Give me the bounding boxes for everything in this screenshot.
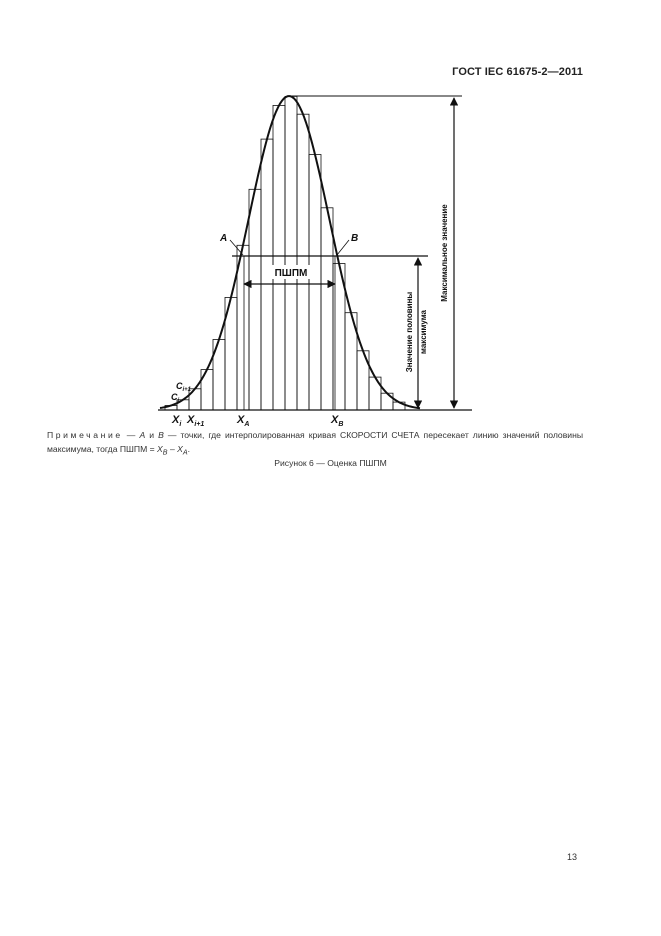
x-i1-label: $X_{i+1}$ [187, 414, 205, 428]
c-i1-label: $C_{i+1}$ [176, 381, 192, 393]
c-i-label: $C_i$ [171, 392, 180, 404]
half-max-label-line1: Значение половины [405, 291, 414, 373]
figure-note: Примечание — A и B — точки, где интерполированная кривая СКОРОСТИ СЧЕТА пересекает линию значений половины максимума, тогда ПШПМ = $X_B - X_A$. [47, 430, 583, 457]
point-b-label: B [351, 233, 359, 244]
histogram-bar [297, 114, 309, 410]
histogram-bar [321, 208, 333, 410]
note-label: Примечание [47, 430, 123, 440]
point-a-label: A [220, 233, 228, 244]
histogram-bar [309, 155, 321, 411]
x-a-label: $X_A$ [237, 414, 250, 428]
fwhm-figure [0, 0, 661, 428]
figure-caption: Рисунок 6 — Оценка ПШПМ [274, 458, 387, 468]
x-i-label: $X_i$ [172, 414, 182, 428]
histogram-bar [237, 245, 249, 410]
histogram-bar [249, 189, 261, 410]
half-max-label-line2: максимума [419, 310, 428, 354]
standard-code: ГОСТ IEC 61675-2—2011 [452, 66, 583, 78]
fwhm-label: ПШПМ [274, 268, 308, 279]
interpolated-count-rate-curve [160, 96, 420, 408]
note-point-a: A [139, 430, 146, 440]
max-value-label: Максимальное значение [440, 204, 449, 302]
note-text: — точки, где интерполированная кривая СКОРОСТИ СЧЕТА пересекает линию значений половины максимума, тогда ПШПМ = [47, 430, 583, 454]
page-number: 13 [566, 852, 577, 862]
histogram-bar [285, 96, 297, 410]
x-b-label: $X_B$ [331, 414, 344, 428]
note-point-b: B [158, 430, 164, 440]
point-b-leader [337, 240, 349, 255]
point-a-leader [230, 240, 243, 255]
histogram-bars [165, 96, 405, 410]
histogram-bar [273, 105, 285, 410]
